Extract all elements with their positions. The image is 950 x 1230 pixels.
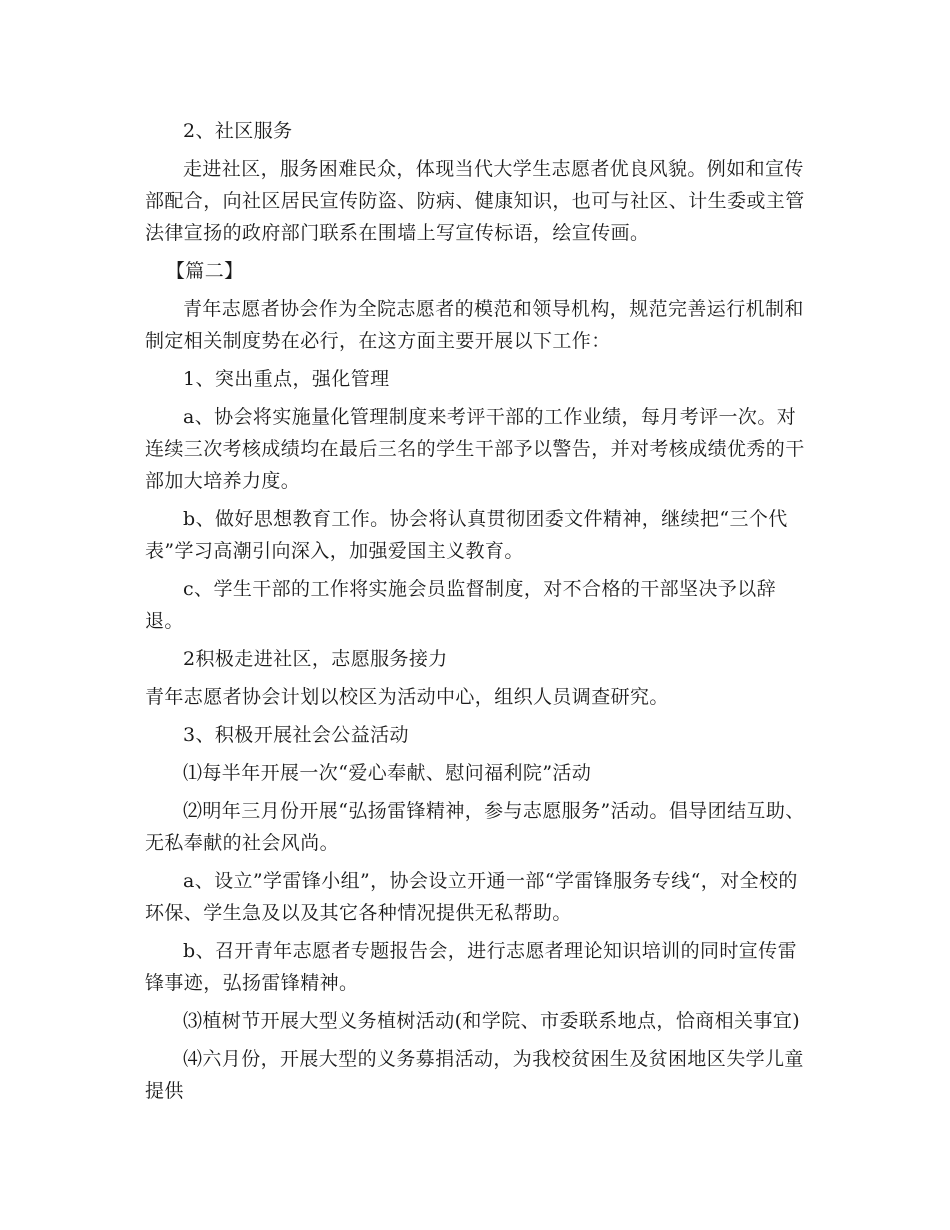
section-heading-public-welfare: 3、积极开展社会公益活动: [183, 724, 409, 746]
paragraph-community-plan: 青年志愿者协会计划以校区为活动中心，组织人员调查研究。: [145, 686, 669, 708]
section-heading-management: 1、突出重点，强化管理: [183, 368, 390, 390]
paragraph-item-a: a、协会将实施量化管理制度来考评干部的工作业绩，每月考评一次。对连续三次考核成绩均在最后三名的学生干部予以警告，并对考核成绩优秀的干部加大培养力度。: [145, 406, 805, 492]
paragraph-item-c: c、学生干部的工作将实施会员监督制度，对不合格的干部坚决予以辞退。: [145, 578, 777, 632]
paragraph-activity-2b: b、召开青年志愿者专题报告会，进行志愿者理论知识培训的同时宣传雷锋事迹，弘扬雷锋精神。: [145, 940, 797, 994]
paragraph-activity-1: ⑴每半年开展一次“爱心奉献、慰问福利院”活动: [183, 762, 592, 784]
paragraph-community-service: 走进社区，服务困难民众，体现当代大学生志愿者优良风貌。例如和宣传部配合，向社区居民宣传防盗、防病、健康知识，也可与社区、计生委或主管法律宣扬的政府部门联系在围墙上写宣传标语，绘宣传画。: [145, 158, 805, 244]
paragraph-activity-3: ⑶植树节开展大型义务植树活动(和学院、市委联系地点，恰商相关事宜): [183, 1010, 801, 1032]
document-body: [145, 115, 810, 1107]
part-two-title: 【篇二】: [165, 260, 244, 282]
paragraph-item-b: b、做好思想教育工作。协会将认真贯彻团委文件精神，继续把“三个代表”学习高潮引向深入，加强爱国主义教育。: [145, 508, 788, 562]
paragraph-activity-4: ⑷六月份，开展大型的义务募捐活动，为我校贫困生及贫困地区失学儿童提供: [145, 1048, 804, 1102]
paragraph-intro: 青年志愿者协会作为全院志愿者的模范和领导机构，规范完善运行机制和制定相关制度势在必行，在这方面主要开展以下工作：: [145, 298, 804, 352]
section-heading-community-service: 2、社区服务: [183, 120, 293, 142]
paragraph-activity-2a: a、设立”学雷锋小组”，协会设立开通一部“学雷锋服务专线“，对全校的环保、学生急及以及其它各种情况提供无私帮助。: [145, 870, 798, 924]
section-heading-community: 2积极走进社区，志愿服务接力: [183, 648, 448, 670]
paragraph-activity-2: ⑵明年三月份开展“弘扬雷锋精神，参与志愿服务”活动。倡导团结互助、无私奉献的社会风尚。: [145, 800, 805, 854]
